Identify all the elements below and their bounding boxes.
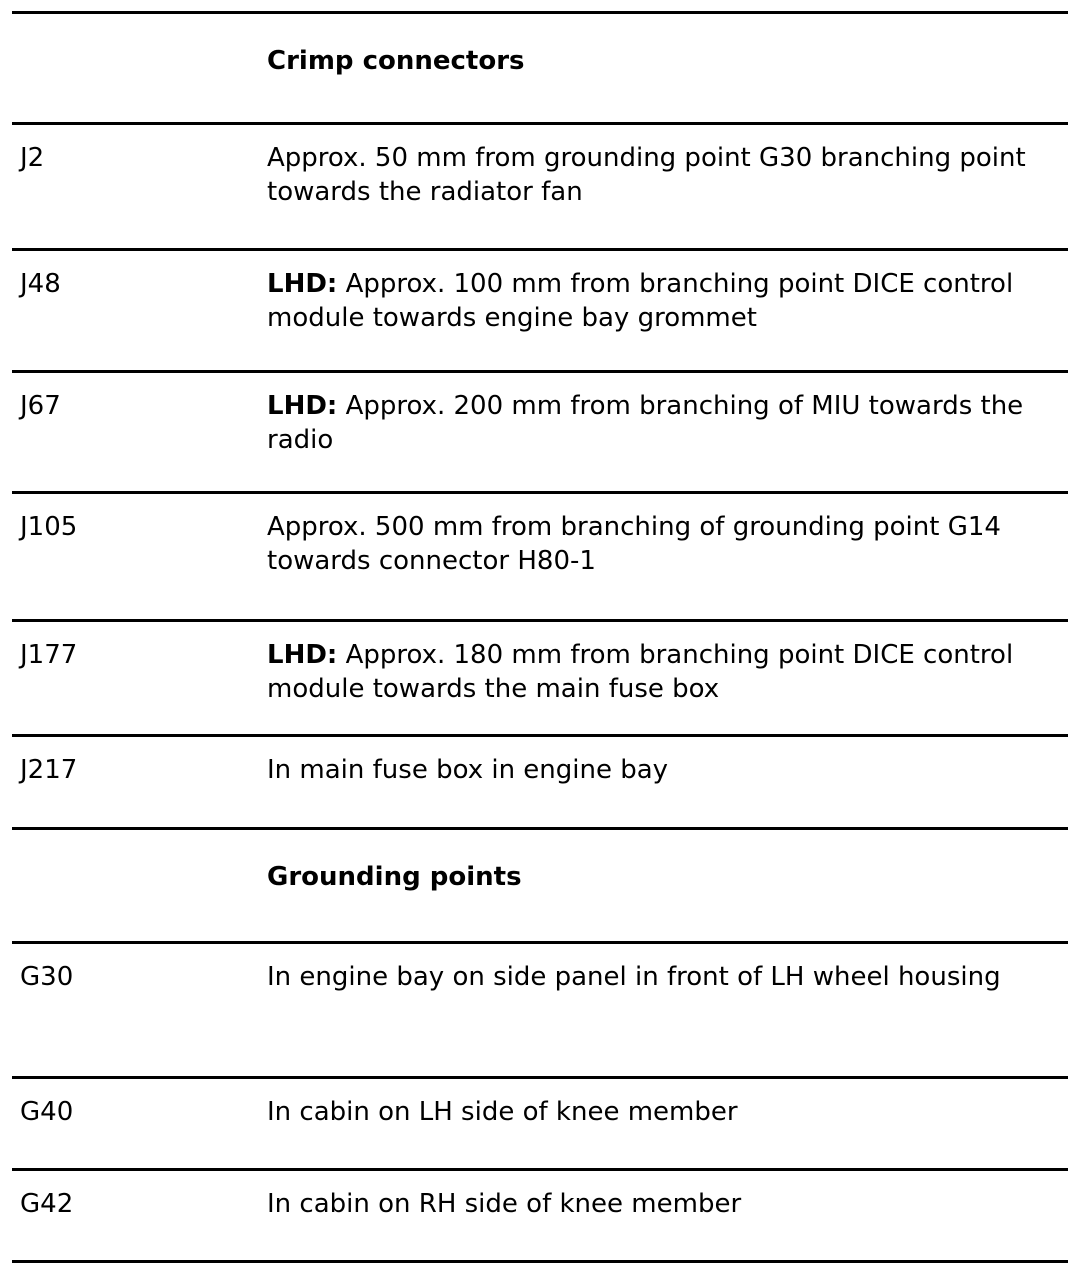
table-bottom-rule (12, 1260, 1068, 1263)
section-title: Grounding points (267, 862, 522, 892)
location-text: In main fuse box in engine bay (267, 755, 669, 785)
table-row (12, 491, 1068, 621)
connector-code: J177 (20, 640, 78, 670)
location-text: Approx. 500 mm from branching of grounding point G14 towards connector H80-1 (267, 512, 1001, 576)
grounding-code: G42 (20, 1189, 74, 1219)
section-title: Crimp connectors (267, 46, 525, 76)
location-text: Approx. 180 mm from branching point DICE control module towards the main fuse box (267, 640, 1014, 704)
location-text: In cabin on LH side of knee member (267, 1097, 738, 1127)
location-description (267, 1095, 1067, 1129)
grounding-code: G30 (20, 962, 74, 992)
table-row (12, 619, 1068, 736)
location-text: Approx. 50 mm from grounding point G30 branching point towards the radiator fan (267, 143, 1026, 207)
location-description (267, 389, 1067, 457)
table-row (12, 1168, 1068, 1262)
section-header-row (12, 11, 1068, 124)
table-row (12, 734, 1068, 829)
connector-code: J48 (20, 269, 61, 299)
table-row (12, 122, 1068, 250)
lhd-prefix: LHD: (267, 640, 338, 670)
location-text: Approx. 100 mm from branching point DICE control module towards engine bay grommet (267, 269, 1014, 333)
location-description (267, 1187, 1067, 1221)
location-description (267, 141, 1067, 209)
location-text: Approx. 200 mm from branching of MIU towards the radio (267, 391, 1024, 455)
connector-code: J105 (20, 512, 78, 542)
table-row (12, 370, 1068, 493)
table-row (12, 248, 1068, 372)
connector-code: J67 (20, 391, 61, 421)
location-description (267, 753, 1067, 787)
connector-code: J2 (20, 143, 45, 173)
connector-code: J217 (20, 755, 78, 785)
lhd-prefix: LHD: (267, 391, 338, 421)
lhd-prefix: LHD: (267, 269, 338, 299)
location-description (267, 638, 1067, 706)
location-description (267, 510, 1067, 578)
location-description (267, 960, 1067, 994)
table-row (12, 941, 1068, 1078)
table-row (12, 1076, 1068, 1170)
grounding-code: G40 (20, 1097, 74, 1127)
location-text: In cabin on RH side of knee member (267, 1189, 742, 1219)
location-description (267, 267, 1067, 335)
location-text: In engine bay on side panel in front of LH wheel housing (267, 962, 1001, 992)
section-header-row (12, 827, 1068, 943)
